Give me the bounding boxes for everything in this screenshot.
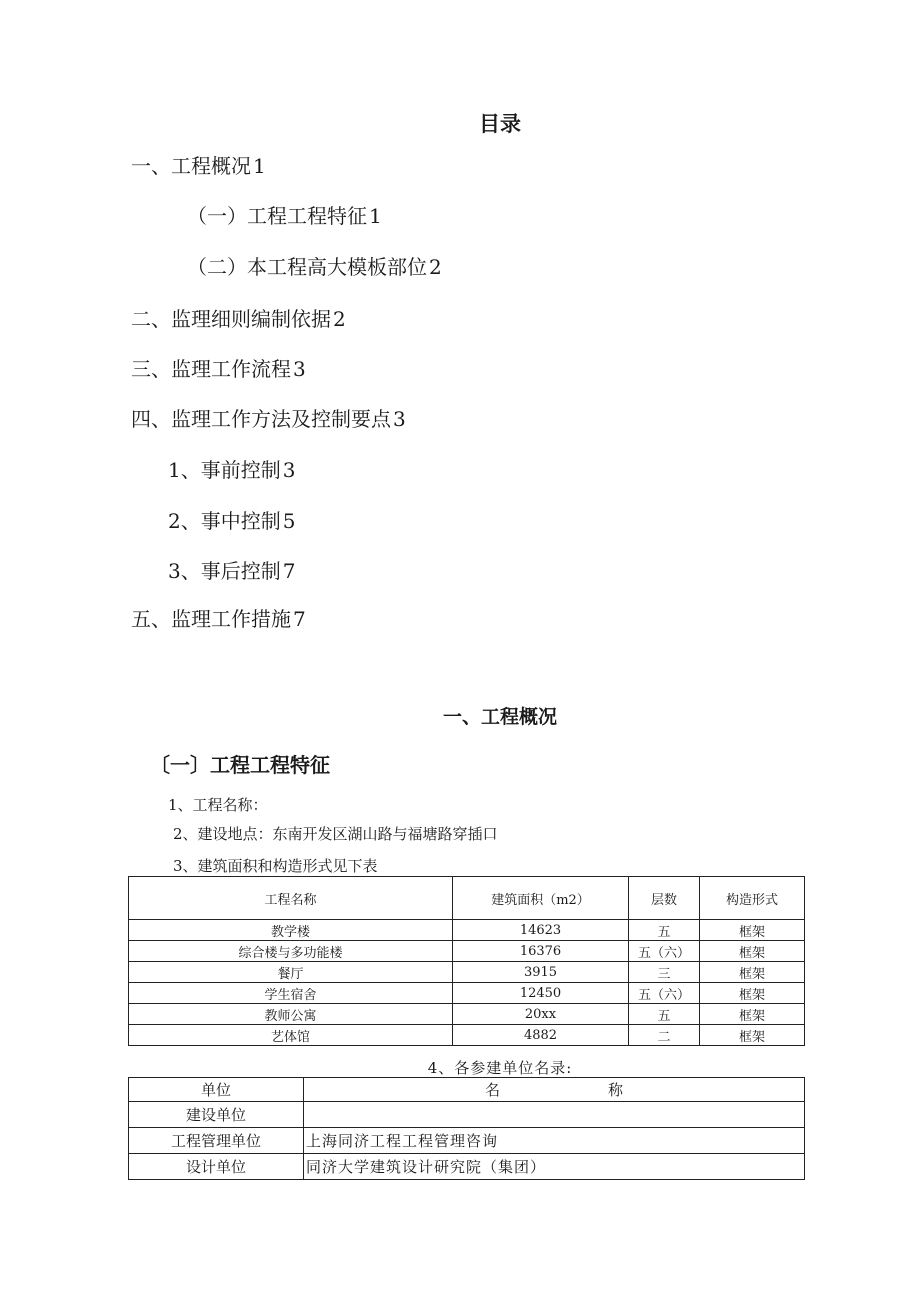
table-cell: 五: [629, 1004, 700, 1025]
toc-item-page: 1: [253, 154, 266, 178]
toc-item[interactable]: [168, 561, 295, 581]
col-header-part: 名: [484, 1081, 500, 1099]
table-cell: 12450: [453, 983, 629, 1004]
table-cell: 三: [629, 962, 700, 983]
toc-item-page: 3: [293, 357, 306, 381]
toc-item[interactable]: [168, 511, 295, 531]
toc-item-page: 7: [293, 607, 306, 631]
toc-item-page: 3: [282, 458, 296, 482]
table-row: [129, 983, 805, 1004]
toc-item[interactable]: [187, 206, 382, 226]
table-row: [129, 962, 805, 983]
table-cell: 3915: [453, 962, 629, 983]
toc-item-page: 2: [429, 255, 442, 279]
table-cell: 4882: [453, 1025, 629, 1046]
table-row: [129, 1128, 805, 1154]
buildings-table: [128, 876, 805, 1046]
table-cell: 工程管理单位: [129, 1128, 304, 1154]
toc-item-label: 五、监理工作措施: [131, 607, 291, 631]
subsection-title: 〔一〕工程工程特征: [150, 753, 330, 777]
table-cell: 框架: [700, 920, 805, 941]
toc-item-page: 3: [393, 407, 406, 431]
col-header: 单位: [129, 1078, 304, 1102]
section-title: 一、工程概况: [442, 706, 557, 728]
table-row: [129, 1102, 805, 1128]
toc-item-page: 5: [282, 509, 296, 533]
toc-item-label: （一）工程工程特征: [187, 204, 367, 228]
toc-item-label: 1、事前控制: [168, 458, 281, 482]
table-cell: 20xx: [453, 1004, 629, 1025]
toc-item-label: 四、监理工作方法及控制要点: [131, 407, 391, 431]
toc-item[interactable]: [187, 257, 442, 277]
col-header: 建筑面积（m2）: [453, 877, 629, 920]
toc-item[interactable]: [131, 309, 346, 329]
table-cell: 教学楼: [129, 920, 453, 941]
table-cell: 学生宿舍: [129, 983, 453, 1004]
table-cell: 五（六）: [629, 941, 700, 962]
col-header: 层数: [629, 877, 700, 920]
table-row: [129, 1025, 805, 1046]
table-row: [129, 941, 805, 962]
col-header-part: 称: [608, 1081, 624, 1099]
table-cell: 框架: [700, 1025, 805, 1046]
table-cell: 餐厅: [129, 962, 453, 983]
toc-item-page: 1: [369, 204, 382, 228]
toc-item[interactable]: [168, 460, 295, 480]
toc-item[interactable]: [131, 409, 406, 429]
table-cell: 16376: [453, 941, 629, 962]
location-line: 2、建设地点：东南开发区湖山路与福塘路穿插口: [173, 825, 498, 843]
toc-item[interactable]: [131, 359, 306, 379]
table-cell: 教师公寓: [129, 1004, 453, 1025]
table-cell: 框架: [700, 941, 805, 962]
toc-item-page: 2: [333, 307, 346, 331]
table-cell: 框架: [700, 962, 805, 983]
table-cell: 设计单位: [129, 1154, 304, 1180]
table-cell: 二: [629, 1025, 700, 1046]
table-header-row: [129, 877, 805, 920]
toc-item-label: 二、监理细则编制依据: [131, 307, 331, 331]
table-row: [129, 1154, 805, 1180]
table-header-row: [129, 1078, 805, 1102]
table-cell: 上海同济工程工程管理咨询: [304, 1128, 805, 1154]
units-caption: 4、各参建单位名录:: [427, 1059, 573, 1077]
table-cell: 同济大学建筑设计研究院（集团）: [304, 1154, 805, 1180]
toc-item-label: 三、监理工作流程: [131, 357, 291, 381]
col-header: 构造形式: [700, 877, 805, 920]
toc-title: 目录: [479, 112, 521, 136]
table-cell: 综合楼与多功能楼: [129, 941, 453, 962]
table-cell: 艺体馆: [129, 1025, 453, 1046]
col-header: 工程名称: [129, 877, 453, 920]
table-cell: [304, 1102, 805, 1128]
col-header: [304, 1078, 805, 1102]
toc-item[interactable]: [131, 609, 306, 629]
toc-item[interactable]: [131, 156, 266, 176]
toc-item-label: 一、工程概况: [131, 154, 251, 178]
toc-item-label: （二）本工程高大模板部位: [187, 255, 427, 279]
toc-item-label: 2、事中控制: [168, 509, 281, 533]
area-line: 3、建筑面积和构造形式见下表: [173, 857, 378, 875]
table-cell: 框架: [700, 1004, 805, 1025]
toc-item-page: 7: [282, 559, 296, 583]
units-table: [128, 1077, 805, 1180]
table-row: [129, 1004, 805, 1025]
table-cell: 五（六）: [629, 983, 700, 1004]
table-row: [129, 920, 805, 941]
table-cell: 14623: [453, 920, 629, 941]
toc-item-label: 3、事后控制: [168, 559, 281, 583]
table-cell: 五: [629, 920, 700, 941]
table-cell: 建设单位: [129, 1102, 304, 1128]
table-cell: 框架: [700, 983, 805, 1004]
project-name-line: 1、工程名称：: [168, 796, 268, 814]
